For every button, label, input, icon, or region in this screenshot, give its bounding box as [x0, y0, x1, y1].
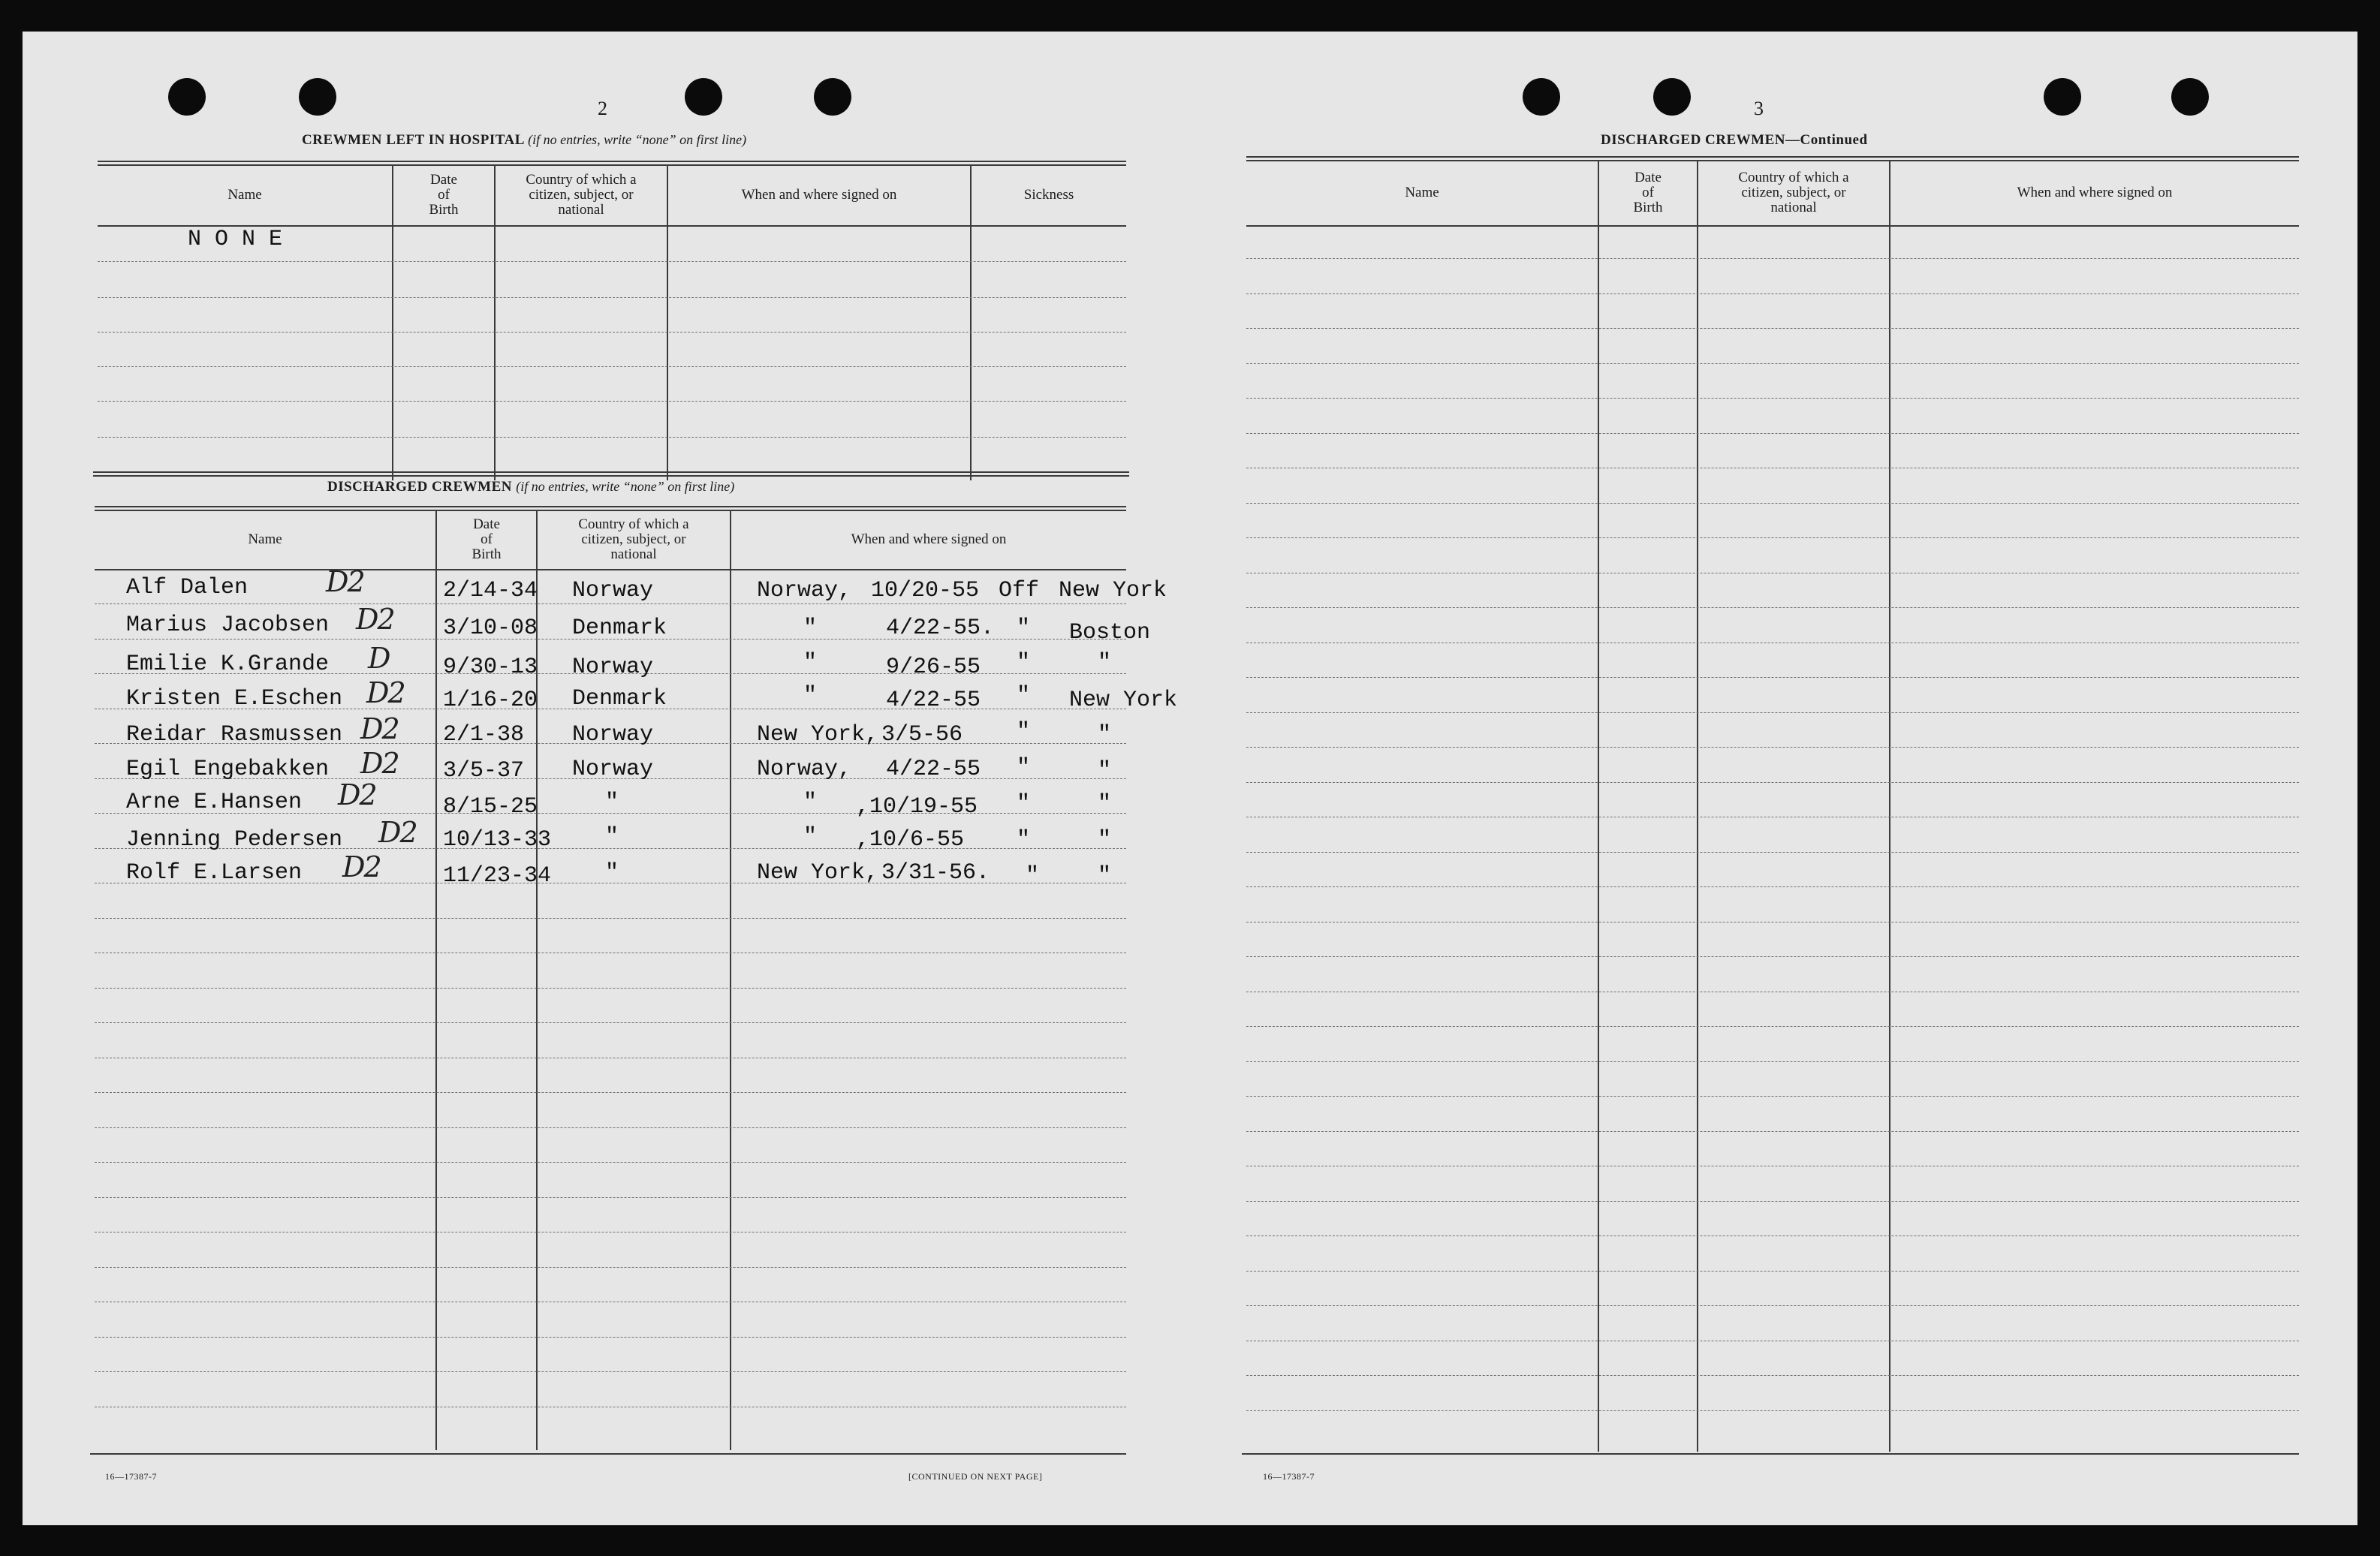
punch-hole — [814, 78, 851, 116]
row-rule — [95, 1022, 1126, 1023]
row-rule — [98, 437, 1126, 438]
row-rule — [98, 297, 1126, 298]
signed-date: 3/5-56 — [881, 722, 963, 748]
header-name: Name — [1405, 185, 1439, 200]
signed-port: " — [1098, 827, 1112, 853]
row-rule — [95, 1371, 1126, 1372]
crew-country: Norway — [572, 722, 654, 748]
signed-ditto: " — [1017, 791, 1031, 817]
row-rule — [1246, 1410, 2299, 1411]
row-rule — [1246, 607, 2299, 608]
handwritten-mark: D2 — [326, 565, 364, 598]
header-country: Country of which a citizen, subject, or national — [1738, 170, 1849, 215]
crew-dob: 2/14-34 — [443, 578, 538, 603]
row-rule — [1246, 1271, 2299, 1272]
row-rule — [1246, 1131, 2299, 1132]
signed-ditto: " — [1026, 863, 1040, 889]
signed-date: 4/22-55 — [886, 757, 981, 782]
signed-port: New York — [1059, 578, 1167, 603]
crew-name: Jenning Pedersen — [126, 827, 343, 853]
row-rule — [95, 1162, 1126, 1163]
header-date-of-birth: Date of Birth — [1633, 170, 1663, 215]
row-rule — [1246, 537, 2299, 538]
row-rule — [1246, 1096, 2299, 1097]
signed-ditto: " — [1017, 650, 1031, 676]
signed-place: " — [803, 650, 818, 676]
signed-place: New York, — [757, 860, 879, 886]
signed-place: " — [803, 790, 818, 815]
form-number: 16—17387-7 — [1263, 1471, 1315, 1482]
row-rule — [1246, 886, 2299, 887]
signed-place: " — [803, 615, 818, 641]
punch-hole — [1653, 78, 1691, 116]
handwritten-mark: D2 — [360, 712, 399, 745]
crew-dob: 2/1-38 — [443, 722, 525, 748]
row-rule — [1246, 1305, 2299, 1306]
page-number: 2 — [598, 98, 607, 119]
table-bottom-rule — [90, 1453, 1126, 1455]
row-rule — [95, 1197, 1126, 1198]
crew-name: Reidar Rasmussen — [126, 722, 343, 748]
hospital-title-note: (if no entries, write “none” on first line) — [528, 132, 747, 147]
row-rule — [1246, 782, 2299, 783]
hospital-section-title — [302, 132, 746, 149]
table-bottom-rule — [1242, 1453, 2299, 1455]
row-rule — [1246, 363, 2299, 364]
signed-ditto: " — [1017, 827, 1031, 853]
signed-ditto: " — [1017, 615, 1031, 641]
crew-dob: 10/13-33 — [443, 827, 552, 853]
crew-dob: 3/10-08 — [443, 615, 538, 641]
right-section-title: DISCHARGED CREWMEN—Continued — [1601, 132, 1868, 148]
row-rule — [1246, 328, 2299, 329]
crew-country: Norway — [572, 578, 654, 603]
header-signed-on: When and where signed on — [851, 531, 1007, 547]
crew-country: Norway — [572, 655, 654, 680]
row-rule — [98, 332, 1126, 333]
row-rule — [95, 1127, 1126, 1128]
signed-place: Norway, — [757, 757, 852, 782]
hospital-entry-none: N O N E — [188, 227, 283, 252]
table-bottom-rule — [93, 471, 1129, 477]
handwritten-mark: D2 — [356, 603, 394, 636]
signed-ditto: " — [1017, 719, 1031, 745]
handwritten-mark: D2 — [366, 676, 405, 709]
row-rule — [1246, 293, 2299, 294]
row-rule — [95, 988, 1126, 989]
column-divider — [536, 510, 538, 1450]
crew-name: Rolf E.Larsen — [126, 860, 303, 886]
row-rule — [98, 401, 1126, 402]
header-bottom-rule — [95, 569, 1126, 570]
handwritten-mark: D2 — [342, 850, 381, 883]
header-country: Country of which a citizen, subject, or national — [578, 516, 689, 562]
crew-name: Emilie K.Grande — [126, 652, 330, 677]
signed-port: " — [1098, 722, 1112, 748]
crew-name: Marius Jacobsen — [126, 612, 330, 638]
page-number: 3 — [1754, 98, 1764, 119]
signed-date: 3/31-56. — [881, 860, 990, 886]
crew-name: Alf Dalen — [126, 575, 249, 600]
hospital-title-text: CREWMEN LEFT IN HOSPITAL — [302, 132, 524, 148]
row-rule — [95, 918, 1126, 919]
row-rule — [95, 603, 1126, 604]
row-rule — [1246, 712, 2299, 713]
signed-place: New York, — [757, 722, 879, 748]
signed-port: Boston — [1069, 620, 1151, 646]
handwritten-mark: D2 — [338, 778, 376, 811]
crew-country: Denmark — [572, 615, 667, 641]
signed-port: " — [1098, 791, 1112, 817]
row-rule — [1246, 398, 2299, 399]
table-top-rule — [95, 506, 1126, 511]
header-date-of-birth: Date of Birth — [471, 516, 502, 562]
signed-port: " — [1098, 758, 1112, 784]
column-divider — [1598, 161, 1599, 1452]
crew-country: Norway — [572, 757, 654, 782]
crew-dob: 1/16-20 — [443, 688, 538, 713]
row-rule — [1246, 747, 2299, 748]
signed-ditto: Off — [999, 578, 1040, 603]
signed-place: Norway, — [757, 578, 852, 603]
signed-ditto: " — [1017, 683, 1031, 709]
crew-dob: 11/23-34 — [443, 863, 552, 889]
punch-hole — [2171, 78, 2209, 116]
crew-dob: 9/30-13 — [443, 655, 538, 680]
row-rule — [1246, 1061, 2299, 1062]
crew-country: Denmark — [572, 686, 667, 712]
crew-country: " — [605, 824, 619, 850]
column-divider — [1889, 161, 1890, 1452]
punch-hole — [685, 78, 722, 116]
continued-note: [CONTINUED ON NEXT PAGE] — [908, 1471, 1043, 1482]
signed-port: " — [1098, 863, 1112, 889]
form-number: 16—17387-7 — [105, 1471, 157, 1482]
row-rule — [1246, 1026, 2299, 1027]
punch-hole — [2044, 78, 2081, 116]
row-rule — [95, 1092, 1126, 1093]
crew-name: Arne E.Hansen — [126, 790, 303, 815]
column-divider — [435, 510, 437, 1450]
crew-country: " — [605, 790, 619, 815]
crew-name: Egil Engebakken — [126, 757, 330, 782]
signed-date: ,10/19-55 — [856, 794, 978, 820]
header-signed-on: When and where signed on — [741, 187, 897, 203]
header-date-of-birth: Date of Birth — [429, 172, 459, 218]
crew-dob: 8/15-25 — [443, 794, 538, 820]
header-name: Name — [227, 187, 262, 203]
handwritten-mark: D2 — [360, 747, 399, 780]
discharged-title-text: DISCHARGED CREWMEN — [327, 479, 512, 495]
punch-hole — [1523, 78, 1560, 116]
row-rule — [95, 1267, 1126, 1268]
header-sickness: Sickness — [1023, 187, 1074, 203]
discharged-section-title — [327, 479, 734, 495]
row-rule — [1246, 1375, 2299, 1376]
row-rule — [1246, 433, 2299, 434]
handwritten-mark: D — [368, 642, 390, 675]
punch-hole — [299, 78, 336, 116]
column-divider — [1697, 161, 1698, 1452]
signed-date: 4/22-55. — [886, 615, 995, 641]
signed-place: " — [803, 824, 818, 850]
punch-hole — [168, 78, 206, 116]
row-rule — [1246, 852, 2299, 853]
row-rule — [95, 1337, 1126, 1338]
signed-date: ,10/6-55 — [856, 827, 965, 853]
crew-country: " — [605, 860, 619, 886]
row-rule — [1246, 1235, 2299, 1236]
discharged-title-note: (if no entries, write “none” on first line) — [516, 479, 735, 494]
table-top-rule — [1246, 156, 2299, 161]
header-name: Name — [248, 531, 282, 547]
row-rule — [1246, 677, 2299, 678]
crew-dob: 3/5-37 — [443, 758, 525, 784]
crew-name: Kristen E.Eschen — [126, 686, 343, 712]
signed-date: 4/22-55 — [886, 688, 981, 713]
row-rule — [1246, 503, 2299, 504]
row-rule — [98, 261, 1126, 262]
row-rule — [98, 366, 1126, 367]
signed-date: 10/20-55 — [871, 578, 980, 603]
signed-date: 9/26-55 — [886, 655, 981, 680]
signed-ditto: " — [1017, 755, 1031, 781]
handwritten-mark: D2 — [378, 816, 417, 849]
header-bottom-rule — [1246, 225, 2299, 227]
signed-place: " — [803, 683, 818, 709]
table-top-rule — [98, 161, 1126, 166]
row-rule — [1246, 1201, 2299, 1202]
header-signed-on: When and where signed on — [2017, 185, 2173, 200]
row-rule — [1246, 956, 2299, 957]
signed-port: New York — [1069, 688, 1178, 713]
signed-port: " — [1098, 650, 1112, 676]
header-country: Country of which a citizen, subject, or national — [526, 172, 637, 218]
document-page — [23, 32, 2357, 1525]
column-divider — [730, 510, 731, 1450]
row-rule — [1246, 258, 2299, 259]
